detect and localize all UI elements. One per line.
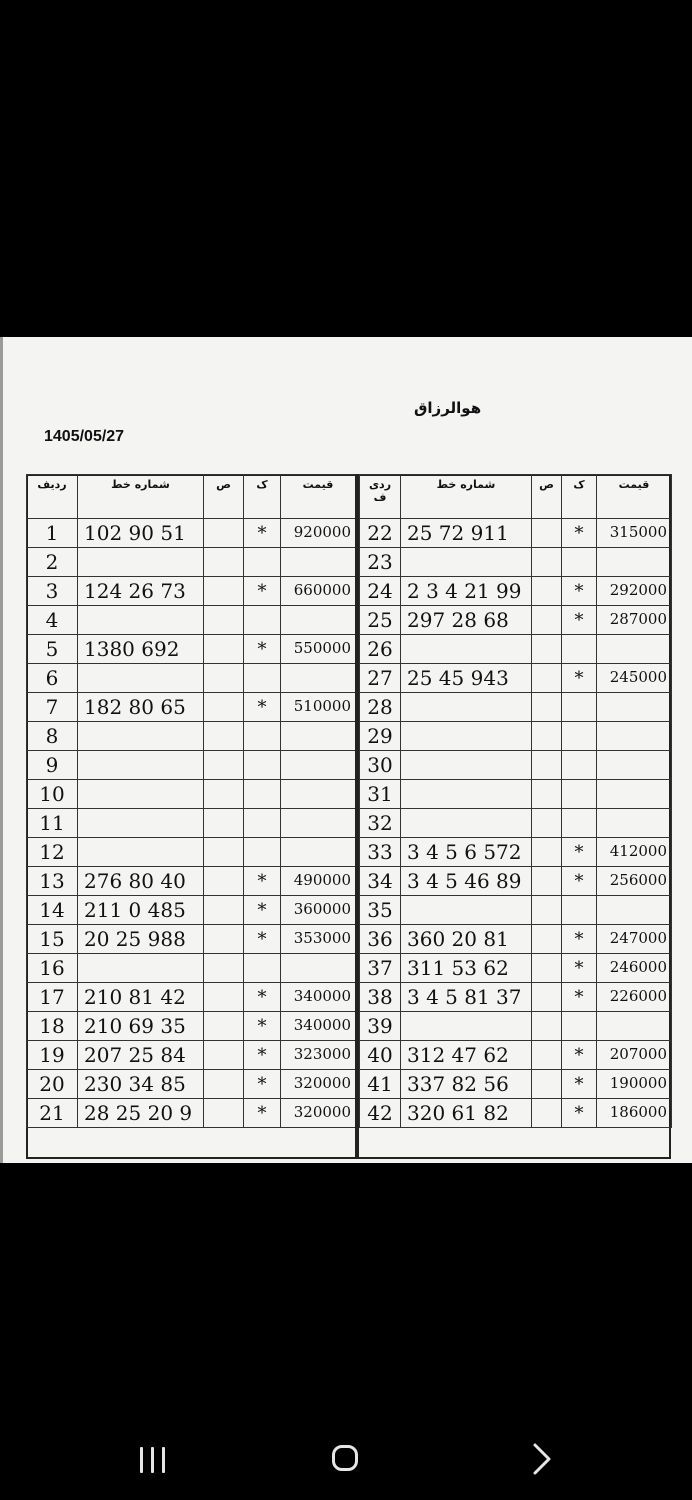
line-number-cell: 28 25 20 9	[78, 1099, 204, 1128]
kaf-mark-cell: *	[244, 1012, 281, 1041]
row-number-cell: 29	[360, 722, 401, 751]
row-number-cell: 15	[27, 925, 78, 954]
row-number-cell: 25	[360, 606, 401, 635]
row-number-cell: 34	[360, 867, 401, 896]
sad-cell	[204, 954, 244, 983]
kaf-mark-cell	[562, 722, 597, 751]
sad-cell	[532, 954, 562, 983]
line-number-cell: 211 0 485	[78, 896, 204, 925]
row-number-cell: 35	[360, 896, 401, 925]
table-row	[360, 983, 672, 1012]
kaf-mark-cell	[244, 722, 281, 751]
price-cell: 207000	[597, 1041, 672, 1070]
kaf-mark-cell: *	[244, 577, 281, 606]
sad-cell	[532, 1041, 562, 1070]
table-row	[27, 1070, 356, 1099]
table-row	[360, 606, 672, 635]
kaf-mark-cell	[562, 809, 597, 838]
table-row	[360, 751, 672, 780]
kaf-mark-cell: *	[244, 519, 281, 548]
table-row	[27, 954, 356, 983]
header-line-number: شماره خط	[78, 475, 204, 519]
line-number-cell	[401, 896, 532, 925]
table-row	[27, 577, 356, 606]
row-number-cell: 28	[360, 693, 401, 722]
line-number-cell: 210 81 42	[78, 983, 204, 1012]
sad-cell	[204, 838, 244, 867]
row-number-cell: 19	[27, 1041, 78, 1070]
line-number-cell	[401, 751, 532, 780]
table-row	[360, 838, 672, 867]
line-number-cell: 337 82 56	[401, 1070, 532, 1099]
row-number-cell: 24	[360, 577, 401, 606]
price-cell	[597, 1012, 672, 1041]
price-cell	[597, 896, 672, 925]
line-number-cell	[401, 809, 532, 838]
table-row	[27, 606, 356, 635]
header-sad: ص	[532, 475, 562, 519]
table-row	[27, 693, 356, 722]
sad-cell	[532, 809, 562, 838]
sad-cell	[204, 1012, 244, 1041]
price-cell: 323000	[281, 1041, 356, 1070]
kaf-mark-cell	[562, 1012, 597, 1041]
row-number-cell: 37	[360, 954, 401, 983]
table-row	[360, 635, 672, 664]
row-number-cell: 18	[27, 1012, 78, 1041]
price-cell	[597, 693, 672, 722]
line-number-cell: 210 69 35	[78, 1012, 204, 1041]
kaf-mark-cell	[244, 606, 281, 635]
price-cell: 490000	[281, 867, 356, 896]
kaf-mark-cell	[244, 809, 281, 838]
line-number-cell: 311 53 62	[401, 954, 532, 983]
price-cell: 190000	[597, 1070, 672, 1099]
kaf-mark-cell: *	[562, 954, 597, 983]
line-number-cell: 3 4 5 6 572	[401, 838, 532, 867]
kaf-mark-cell	[244, 780, 281, 809]
header-kaf: ک	[562, 475, 597, 519]
line-number-cell: 25 45 943	[401, 664, 532, 693]
row-number-cell: 36	[360, 925, 401, 954]
kaf-mark-cell: *	[562, 664, 597, 693]
row-number-cell: 12	[27, 838, 78, 867]
kaf-mark-cell: *	[244, 693, 281, 722]
table-row	[360, 867, 672, 896]
kaf-mark-cell: *	[244, 983, 281, 1012]
kaf-mark-cell: *	[244, 1041, 281, 1070]
line-number-cell: 25 72 911	[401, 519, 532, 548]
table-row	[360, 1099, 672, 1128]
table-row	[27, 722, 356, 751]
price-cell	[597, 809, 672, 838]
price-table-right	[359, 474, 672, 1128]
kaf-mark-cell: *	[244, 1070, 281, 1099]
kaf-mark-cell: *	[562, 838, 597, 867]
table-row	[27, 1041, 356, 1070]
price-cell	[281, 606, 356, 635]
line-number-cell: 230 34 85	[78, 1070, 204, 1099]
sad-cell	[204, 635, 244, 664]
row-number-cell: 8	[27, 722, 78, 751]
line-number-cell: 207 25 84	[78, 1041, 204, 1070]
kaf-mark-cell: *	[244, 635, 281, 664]
kaf-mark-cell: *	[562, 577, 597, 606]
line-number-cell	[401, 635, 532, 664]
scanned-document	[0, 337, 692, 1163]
line-number-cell	[78, 838, 204, 867]
kaf-mark-cell	[562, 896, 597, 925]
kaf-mark-cell: *	[244, 1099, 281, 1128]
header-price: قیمت	[281, 475, 356, 519]
line-number-cell: 3 4 5 81 37	[401, 983, 532, 1012]
sad-cell	[532, 751, 562, 780]
price-cell: 510000	[281, 693, 356, 722]
sad-cell	[204, 664, 244, 693]
row-number-cell: 21	[27, 1099, 78, 1128]
sad-cell	[532, 1099, 562, 1128]
table-row	[360, 664, 672, 693]
row-number-cell: 38	[360, 983, 401, 1012]
navigation-bar	[0, 1420, 692, 1500]
table-row	[360, 896, 672, 925]
table-row	[27, 867, 356, 896]
price-cell: 360000	[281, 896, 356, 925]
header-line-number: شماره خط	[401, 475, 532, 519]
row-number-cell: 31	[360, 780, 401, 809]
paper-edge	[0, 337, 3, 1163]
table-row	[27, 548, 356, 577]
row-number-cell: 33	[360, 838, 401, 867]
sad-cell	[204, 780, 244, 809]
line-number-cell	[401, 693, 532, 722]
row-number-cell: 1	[27, 519, 78, 548]
kaf-mark-cell: *	[562, 925, 597, 954]
row-number-cell: 16	[27, 954, 78, 983]
sad-cell	[204, 896, 244, 925]
price-cell	[281, 838, 356, 867]
kaf-mark-cell	[244, 751, 281, 780]
sad-cell	[204, 722, 244, 751]
price-cell: 353000	[281, 925, 356, 954]
table-row	[360, 548, 672, 577]
kaf-mark-cell: *	[562, 606, 597, 635]
table-row	[27, 983, 356, 1012]
row-number-cell: 22	[360, 519, 401, 548]
sad-cell	[532, 722, 562, 751]
price-cell: 246000	[597, 954, 672, 983]
table-row	[27, 1012, 356, 1041]
price-cell: 550000	[281, 635, 356, 664]
sad-cell	[204, 693, 244, 722]
price-cell	[281, 751, 356, 780]
row-number-cell: 40	[360, 1041, 401, 1070]
table-row	[360, 722, 672, 751]
price-table-left	[26, 474, 356, 1128]
price-cell: 340000	[281, 1012, 356, 1041]
row-number-cell: 7	[27, 693, 78, 722]
header-sad: ص	[204, 475, 244, 519]
kaf-mark-cell	[244, 548, 281, 577]
line-number-cell: 312 47 62	[401, 1041, 532, 1070]
table-row	[27, 635, 356, 664]
line-number-cell: 2 3 4 21 99	[401, 577, 532, 606]
price-cell	[281, 780, 356, 809]
table-row	[360, 925, 672, 954]
sad-cell	[532, 780, 562, 809]
table-header-row	[360, 475, 672, 519]
sad-cell	[532, 664, 562, 693]
table-row	[27, 780, 356, 809]
row-number-cell: 23	[360, 548, 401, 577]
table-row	[360, 954, 672, 983]
row-number-cell: 4	[27, 606, 78, 635]
row-number-cell: 20	[27, 1070, 78, 1099]
kaf-mark-cell: *	[562, 519, 597, 548]
sad-cell	[532, 867, 562, 896]
sad-cell	[532, 896, 562, 925]
sad-cell	[532, 693, 562, 722]
line-number-cell: 182 80 65	[78, 693, 204, 722]
kaf-mark-cell	[562, 548, 597, 577]
sad-cell	[532, 1012, 562, 1041]
price-cell: 920000	[281, 519, 356, 548]
kaf-mark-cell: *	[562, 1041, 597, 1070]
sad-cell	[204, 809, 244, 838]
sad-cell	[204, 751, 244, 780]
price-cell	[597, 635, 672, 664]
sad-cell	[204, 867, 244, 896]
table-row	[360, 577, 672, 606]
kaf-mark-cell: *	[562, 1070, 597, 1099]
line-number-cell: 1380 692	[78, 635, 204, 664]
kaf-mark-cell: *	[244, 867, 281, 896]
table-row	[360, 1070, 672, 1099]
recent-apps-icon[interactable]	[140, 1447, 168, 1473]
line-number-cell: 3 4 5 46 89	[401, 867, 532, 896]
line-number-cell	[78, 664, 204, 693]
row-number-cell: 3	[27, 577, 78, 606]
price-cell: 292000	[597, 577, 672, 606]
price-cell	[597, 780, 672, 809]
kaf-mark-cell: *	[562, 1099, 597, 1128]
price-cell: 320000	[281, 1099, 356, 1128]
price-cell	[281, 809, 356, 838]
row-number-cell: 5	[27, 635, 78, 664]
sad-cell	[204, 548, 244, 577]
sad-cell	[532, 983, 562, 1012]
price-cell	[281, 954, 356, 983]
sad-cell	[532, 606, 562, 635]
sad-cell	[204, 983, 244, 1012]
line-number-cell	[401, 1012, 532, 1041]
header-price: قیمت	[597, 475, 672, 519]
price-cell	[597, 722, 672, 751]
kaf-mark-cell	[244, 954, 281, 983]
kaf-mark-cell: *	[562, 867, 597, 896]
kaf-mark-cell: *	[244, 925, 281, 954]
line-number-cell	[401, 780, 532, 809]
line-number-cell	[401, 722, 532, 751]
line-number-cell	[78, 751, 204, 780]
price-cell: 247000	[597, 925, 672, 954]
line-number-cell	[78, 780, 204, 809]
row-number-cell: 10	[27, 780, 78, 809]
table-row	[360, 1041, 672, 1070]
table-row	[27, 519, 356, 548]
row-number-cell: 42	[360, 1099, 401, 1128]
sad-cell	[532, 577, 562, 606]
table-row	[27, 896, 356, 925]
line-number-cell	[78, 722, 204, 751]
kaf-mark-cell	[244, 838, 281, 867]
row-number-cell: 26	[360, 635, 401, 664]
line-number-cell	[78, 548, 204, 577]
sad-cell	[532, 925, 562, 954]
price-cell: 245000	[597, 664, 672, 693]
price-cell	[597, 548, 672, 577]
kaf-mark-cell	[562, 751, 597, 780]
line-number-cell	[78, 606, 204, 635]
line-number-cell: 320 61 82	[401, 1099, 532, 1128]
price-cell: 660000	[281, 577, 356, 606]
table-row	[360, 693, 672, 722]
kaf-mark-cell	[244, 664, 281, 693]
table-row	[27, 1099, 356, 1128]
line-number-cell	[401, 548, 532, 577]
kaf-mark-cell	[562, 693, 597, 722]
line-number-cell: 297 28 68	[401, 606, 532, 635]
table-row	[27, 751, 356, 780]
line-number-cell: 360 20 81	[401, 925, 532, 954]
sad-cell	[532, 548, 562, 577]
document-title: هوالرزاق	[414, 399, 482, 417]
row-number-cell: 39	[360, 1012, 401, 1041]
row-number-cell: 41	[360, 1070, 401, 1099]
row-number-cell: 32	[360, 809, 401, 838]
row-number-cell: 30	[360, 751, 401, 780]
kaf-mark-cell: *	[244, 896, 281, 925]
table-row	[360, 1012, 672, 1041]
line-number-cell	[78, 954, 204, 983]
header-kaf: ک	[244, 475, 281, 519]
price-cell: 256000	[597, 867, 672, 896]
header-row-number: ردی ف	[360, 475, 401, 519]
price-cell: 320000	[281, 1070, 356, 1099]
row-number-cell: 2	[27, 548, 78, 577]
kaf-mark-cell	[562, 635, 597, 664]
home-icon[interactable]	[332, 1445, 358, 1471]
price-cell: 287000	[597, 606, 672, 635]
row-number-cell: 14	[27, 896, 78, 925]
table-row	[27, 838, 356, 867]
line-number-cell: 276 80 40	[78, 867, 204, 896]
row-number-cell: 11	[27, 809, 78, 838]
price-cell: 340000	[281, 983, 356, 1012]
table-header-row	[27, 475, 356, 519]
sad-cell	[204, 1041, 244, 1070]
sad-cell	[532, 1070, 562, 1099]
table-row	[27, 925, 356, 954]
price-cell: 186000	[597, 1099, 672, 1128]
table-row	[360, 809, 672, 838]
back-chevron-icon[interactable]	[530, 1442, 554, 1476]
sad-cell	[204, 606, 244, 635]
price-cell	[597, 751, 672, 780]
sad-cell	[204, 925, 244, 954]
price-cell	[281, 664, 356, 693]
sad-cell	[532, 519, 562, 548]
line-number-cell	[78, 809, 204, 838]
sad-cell	[204, 1099, 244, 1128]
row-number-cell: 9	[27, 751, 78, 780]
price-cell	[281, 548, 356, 577]
table-row	[360, 780, 672, 809]
row-number-cell: 6	[27, 664, 78, 693]
sad-cell	[532, 838, 562, 867]
document-date: 1405/05/27	[44, 428, 125, 445]
row-number-cell: 13	[27, 867, 78, 896]
header-row-number: ردیف	[27, 475, 78, 519]
price-cell: 315000	[597, 519, 672, 548]
table-row	[360, 519, 672, 548]
line-number-cell: 124 26 73	[78, 577, 204, 606]
price-cell	[281, 722, 356, 751]
row-number-cell: 27	[360, 664, 401, 693]
kaf-mark-cell	[562, 780, 597, 809]
price-cell: 412000	[597, 838, 672, 867]
sad-cell	[204, 1070, 244, 1099]
sad-cell	[204, 577, 244, 606]
line-number-cell: 102 90 51	[78, 519, 204, 548]
row-number-cell: 17	[27, 983, 78, 1012]
kaf-mark-cell: *	[562, 983, 597, 1012]
table-row	[27, 809, 356, 838]
sad-cell	[532, 635, 562, 664]
sad-cell	[204, 519, 244, 548]
price-cell: 226000	[597, 983, 672, 1012]
table-row	[27, 664, 356, 693]
line-number-cell: 20 25 988	[78, 925, 204, 954]
